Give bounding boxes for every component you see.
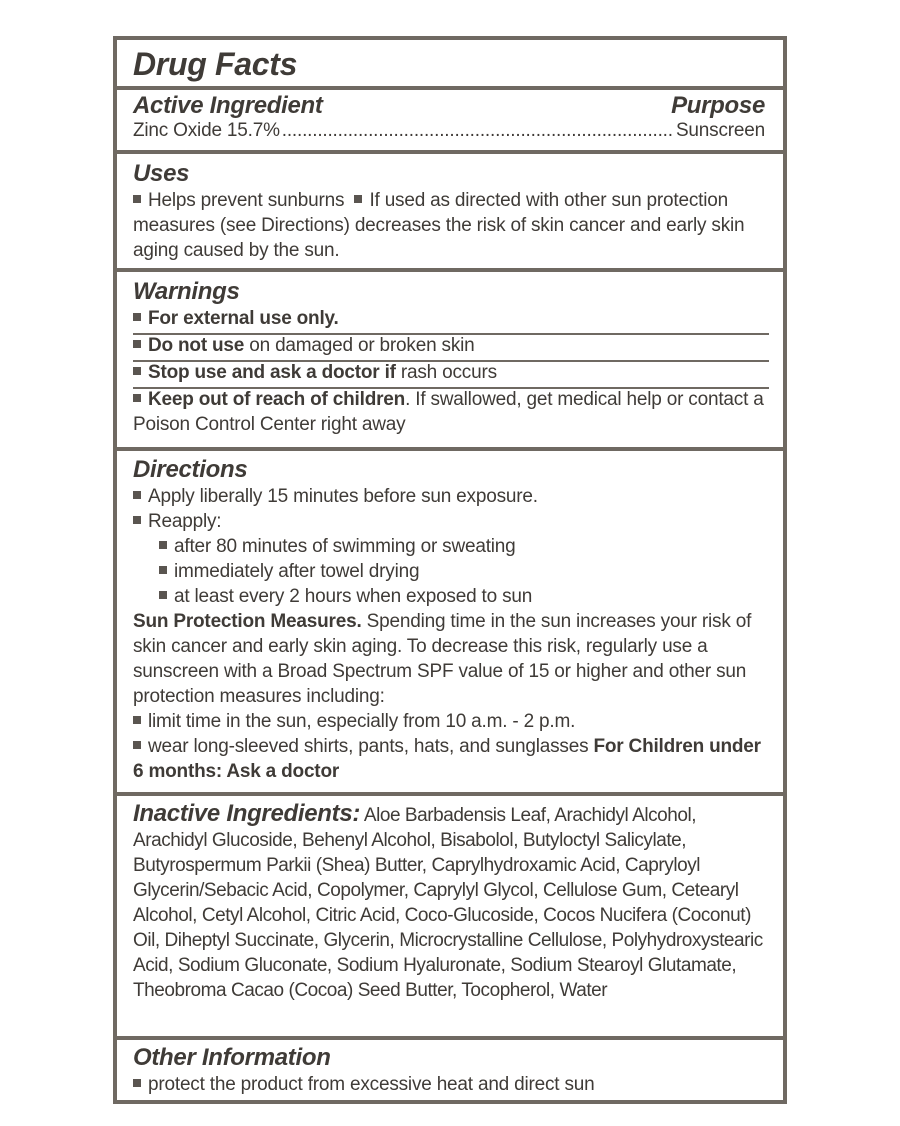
directions-section (117, 456, 783, 784)
bullet-icon (133, 394, 141, 402)
sun-protection-text: Spending time in the sun increases your risk of skin cancer and early skin aging. To decrease this risk, regularly use a sunscreen with a Broad Spectrum SPF value of 15 or higher and other sun protection measures including: (133, 611, 752, 707)
active-ingredient-purpose: Sunscreen (675, 120, 765, 141)
warning-external (133, 306, 765, 333)
bullet-icon (133, 1079, 141, 1087)
title-divider (117, 86, 783, 90)
warnings-divider (117, 447, 783, 451)
directions-item-4 (133, 734, 765, 784)
bullet-icon (133, 340, 141, 348)
warnings-section (117, 278, 783, 437)
directions-item-3 (133, 709, 765, 734)
active-ingredient-section (117, 92, 783, 143)
directions-heading: Directions (133, 456, 248, 483)
directions-item-1-text: Apply liberally 15 minutes before sun exposure. (148, 486, 538, 507)
directions-sub-2-text: immediately after towel drying (174, 561, 420, 582)
bullet-icon (133, 516, 141, 524)
warning-do-not-use (133, 333, 765, 360)
leader-dots (282, 118, 674, 143)
directions-sub-3-text: at least every 2 hours when exposed to sun (174, 586, 533, 607)
uses-heading: Uses (133, 160, 190, 187)
bullet-icon (159, 566, 167, 574)
bullet-icon (133, 313, 141, 321)
warning-do-not-use-text: on damaged or broken skin (244, 335, 475, 356)
page-title: Drug Facts (133, 46, 298, 82)
directions-item-1 (133, 484, 765, 509)
directions-item-2-text: Reapply: (148, 511, 222, 532)
directions-sub-1-text: after 80 minutes of swimming or sweating (174, 536, 516, 557)
bullet-icon (133, 195, 141, 203)
other-information-heading: Other Information (133, 1044, 331, 1071)
sun-protection-bold: Sun Protection Measures. (133, 611, 362, 632)
children-warning: For Children under 6 months: Ask a doctor (133, 736, 761, 782)
uses-text (133, 188, 765, 263)
purpose-heading: Purpose (671, 92, 765, 119)
directions-sub-1 (133, 534, 765, 559)
other-information-section (117, 1044, 783, 1097)
bullet-icon (159, 541, 167, 549)
title-section (117, 44, 783, 84)
directions-divider (117, 792, 783, 796)
warning-external-text: For external use only. (148, 308, 339, 329)
directions-item-4-text: wear long-sleeved shirts, pants, hats, and sunglasses (148, 736, 589, 757)
sun-protection-measures (133, 609, 765, 709)
directions-item-3-text: limit time in the sun, especially from 10 a.m. - 2 p.m. (148, 711, 576, 732)
drug-facts-panel (113, 36, 787, 1104)
warning-stop-use (133, 360, 765, 387)
uses-item-2: If used as directed with other sun protection measures (see Directions) decreases the risk of skin cancer and early skin aging caused by the sun. (133, 190, 745, 261)
warning-do-not-use-bold: Do not use (148, 335, 245, 356)
directions-item-2 (133, 509, 765, 534)
warning-keep-out-bold: Keep out of reach of children (148, 389, 406, 410)
inactive-ingredients-text: Aloe Barbadensis Leaf, Arachidyl Alcohol, Arachidyl Glucoside, Behenyl Alcohol, Bisabolol, Butyloctyl Salicylate, Butyrospermum Parkii (Shea) Butter, Caprylhydroxamic Acid, Capryloyl Glycerin/Sebacic Acid, Copolymer, Caprylyl Glycol, Cellulose Gum, Cetearyl Alcohol, Cetyl Alcohol, Citric Acid, Coco-Glucoside, Cocos Nucifera (Coconut) Oil, Diheptyl Succinate, Glycerin, Microcrystalline Cellulose, Polyhydroxystearic Acid, Sodium Gluconate, Sodium Hyaluronate, Sodium Stearoyl Glutamate, Theobroma Cacao (Cocoa) Seed Butter, Tocopherol, Water (133, 805, 763, 1001)
bullet-icon (133, 367, 141, 375)
other-item-1 (133, 1072, 765, 1097)
inactive-ingredients-heading: Inactive Ingredients: (133, 800, 361, 827)
uses-divider (117, 268, 783, 272)
warning-keep-out-text: . If swallowed, get medical help or contact a Poison Control Center right away (133, 389, 764, 435)
uses-section (117, 160, 783, 263)
warning-rule-1 (133, 333, 769, 335)
active-ingredient-heading: Active Ingredient (133, 92, 323, 119)
active-divider (117, 150, 783, 154)
warning-stop-use-text: rash occurs (395, 362, 497, 383)
active-ingredient-name: Zinc Oxide 15.7% (133, 120, 280, 141)
other-item-1-text: protect the product from excessive heat and direct sun (148, 1074, 595, 1095)
bullet-icon (133, 716, 141, 724)
warning-rule-3 (133, 387, 769, 389)
warning-stop-use-bold: Stop use and ask a doctor if (148, 362, 396, 383)
directions-sub-3 (133, 584, 765, 609)
bullet-icon (133, 491, 141, 499)
bullet-icon (354, 195, 362, 203)
warnings-heading: Warnings (133, 278, 240, 305)
bullet-icon (159, 591, 167, 599)
uses-item-1: Helps prevent sunburns (148, 190, 345, 211)
warning-rule-2 (133, 360, 769, 362)
inactive-ingredients-section (117, 800, 783, 1003)
inactive-divider (117, 1036, 783, 1040)
warning-keep-out (133, 387, 765, 437)
directions-sub-2 (133, 559, 765, 584)
bullet-icon (133, 741, 141, 749)
